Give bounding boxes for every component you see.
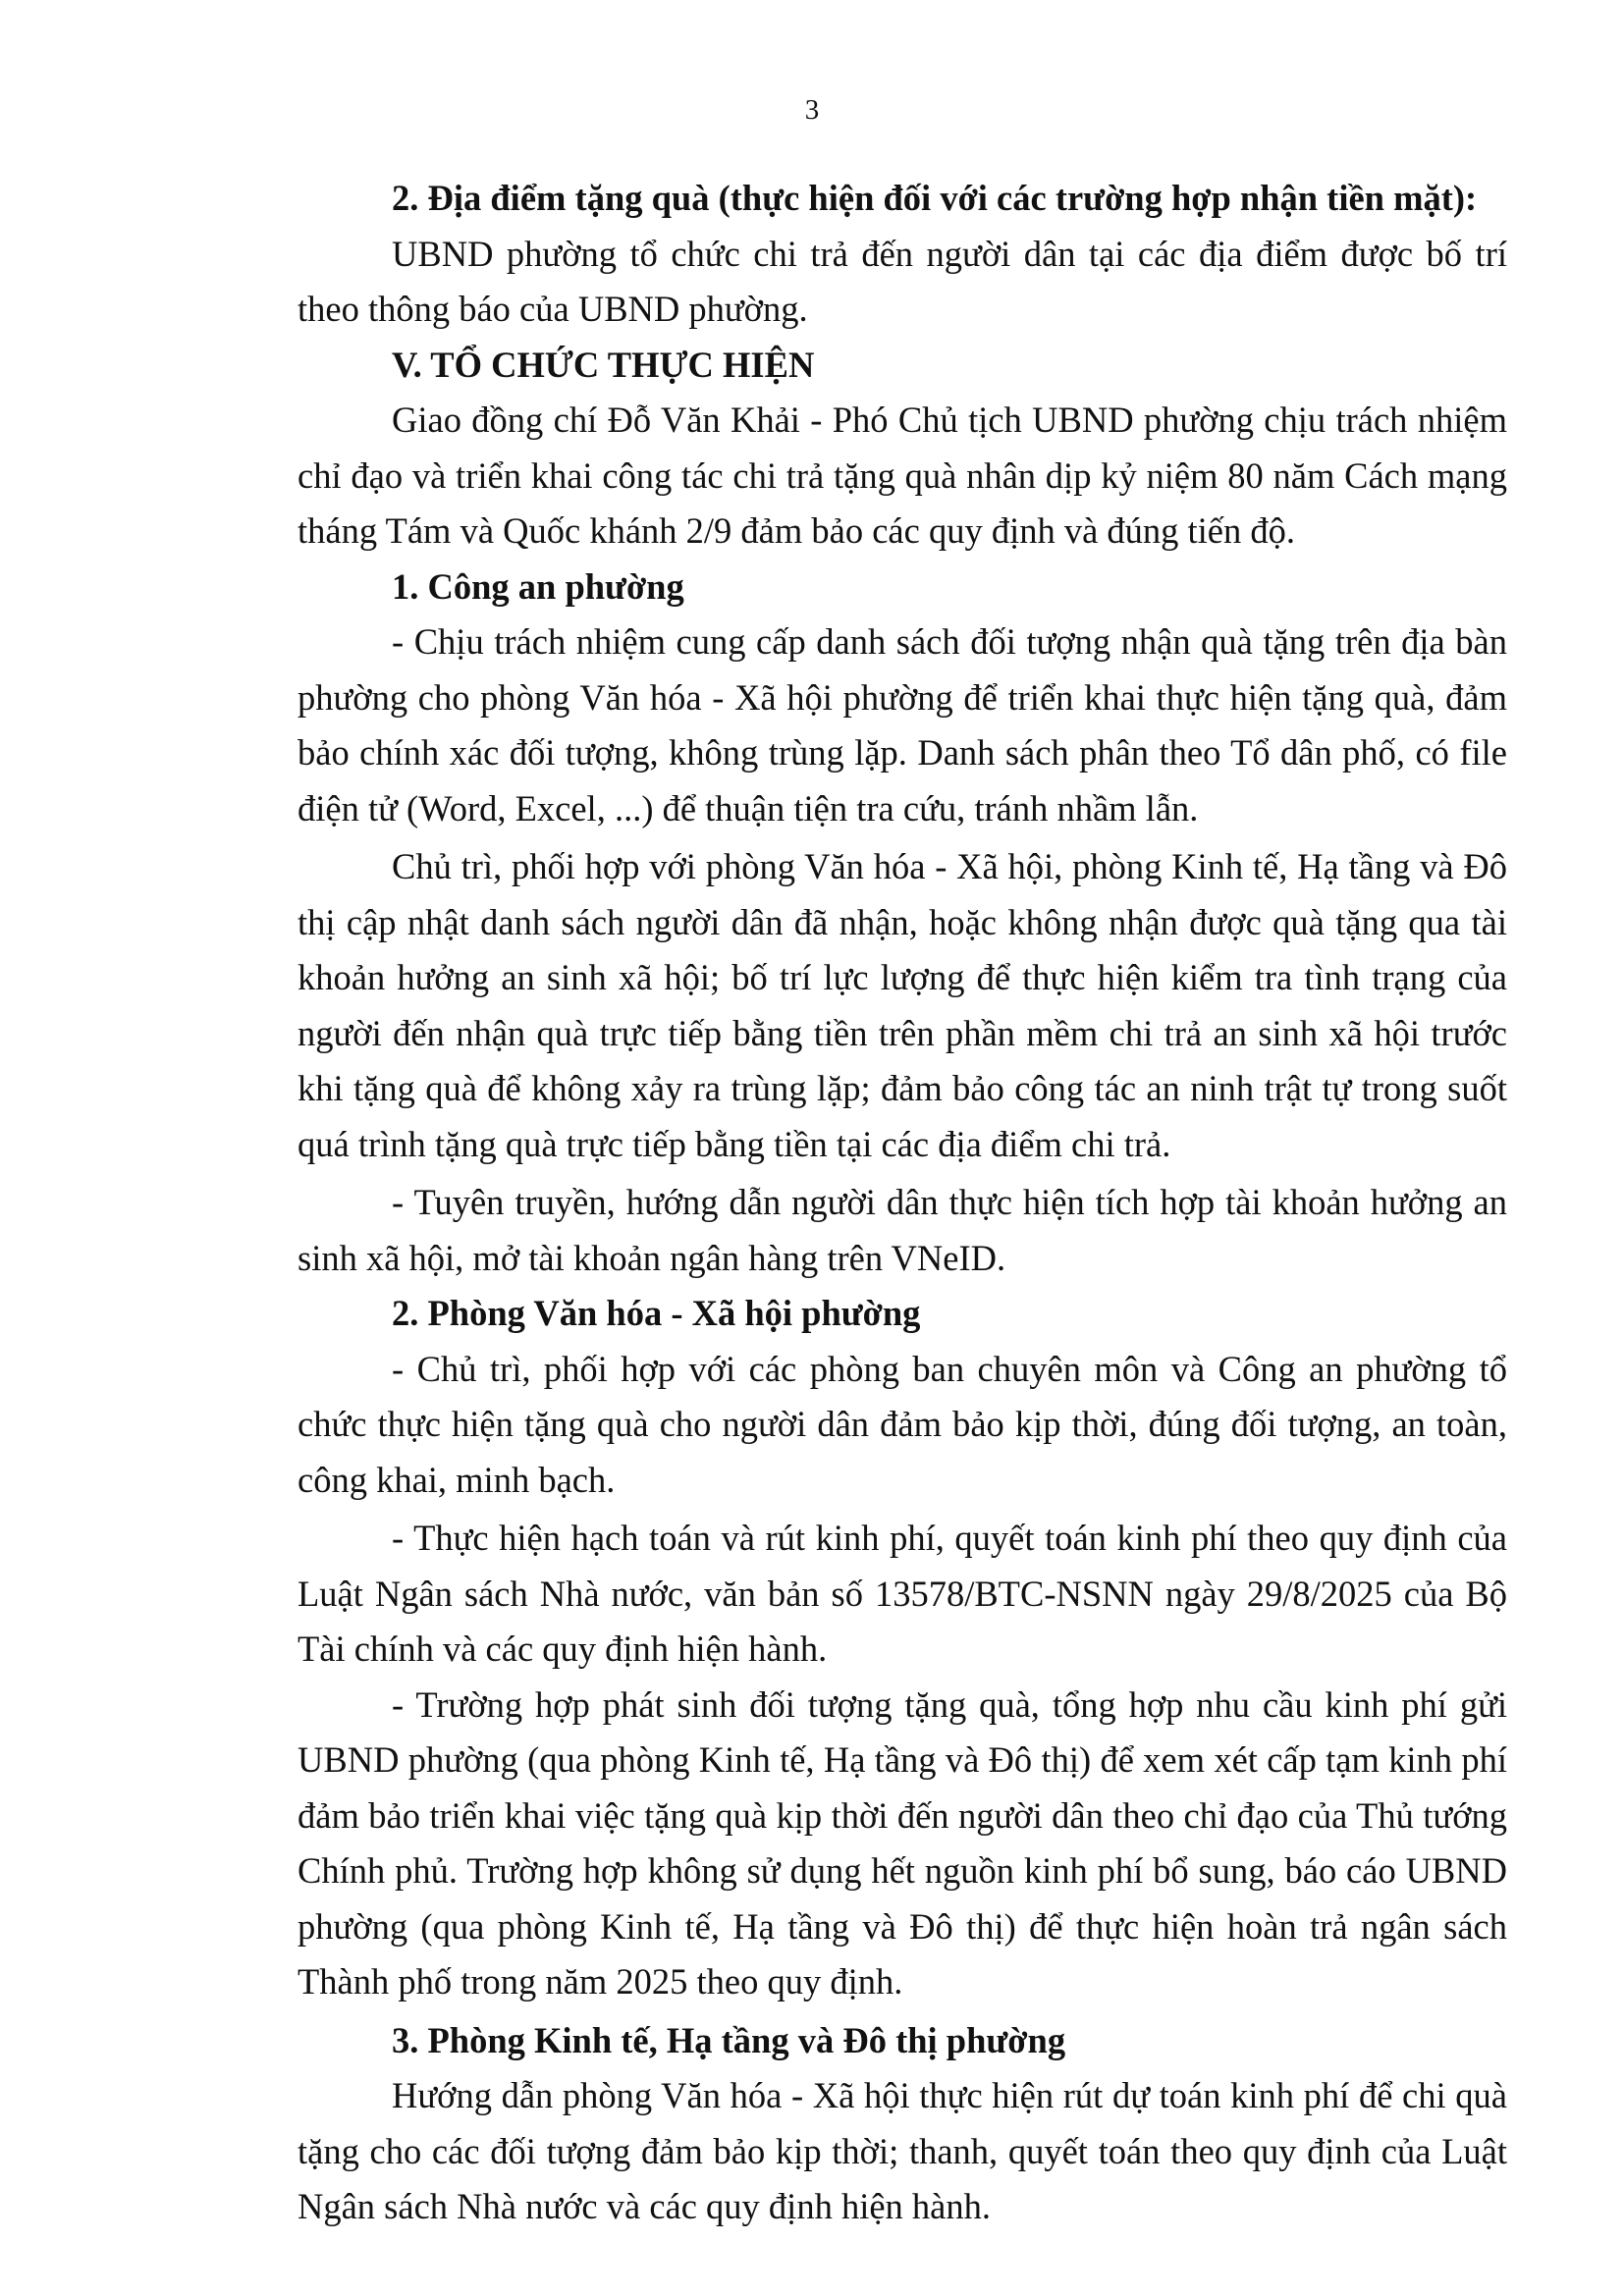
heading-police: 1. Công an phường xyxy=(392,565,684,607)
paragraph: - Tuyên truyền, hướng dẫn người dân thực hiện tích hợp tài khoản hưởng an sinh xã hội, mở tài khoản ngân hàng trên VNeID. xyxy=(298,1182,1507,1278)
paragraph: Hướng dẫn phòng Văn hóa - Xã hội thực hiện rút dự toán kinh phí để chi quà tặng cho các đối tượng đảm bảo kịp thời; thanh, quyết toán theo quy định của Luật Ngân sách Nhà nước và các quy định hiện hành. xyxy=(298,2075,1507,2226)
heading-gift-location: 2. Địa điểm tặng quà (thực hiện đối với các trường hợp nhận tiền mặt): xyxy=(392,178,1478,218)
paragraph: Chủ trì, phối hợp với phòng Văn hóa - Xã hội, phòng Kinh tế, Hạ tầng và Đô thị cập nhật danh sách người dân đã nhận, hoặc không nhận được quà tặng qua tài khoản hưởng an sinh xã hội; bố trí lực lượng để thực hiện kiểm tra tình trạng của người đến nhận quà trực tiếp bằng tiền trên phần mềm chi trả an sinh xã hội trước khi tặng quà để không xảy ra trùng lặp; đảm bảo công tác an ninh trật tự trong suốt quá trình tặng quà trực tiếp bằng tiền tại các địa điểm chi trả. xyxy=(298,846,1507,1164)
document-body xyxy=(298,171,1507,2235)
page-number: 3 xyxy=(804,94,820,126)
heading-culture-society: 2. Phòng Văn hóa - Xã hội phường xyxy=(392,1293,921,1333)
paragraph: Giao đồng chí Đỗ Văn Khải - Phó Chủ tịch UBND phường chịu trách nhiệm chỉ đạo và triển khai công tác chi trả tặng quà nhân dịp kỷ niệm 80 năm Cách mạng tháng Tám và Quốc khánh 2/9 đảm bảo các quy định và đúng tiến độ. xyxy=(298,400,1507,551)
paragraph: - Trường hợp phát sinh đối tượng tặng quà, tổng hợp nhu cầu kinh phí gửi UBND phường (qua phòng Kinh tế, Hạ tầng và Đô thị) để xem xét cấp tạm kinh phí đảm bảo triển khai việc tặng quà kịp thời đến người dân theo chỉ đạo của Thủ tướng Chính phủ. Trường hợp không sử dụng hết nguồn kinh phí bổ sung, báo cáo UBND phường (qua phòng Kinh tế, Hạ tầng và Đô thị) để thực hiện hoàn trả ngân sách Thành phố trong năm 2025 theo quy định. xyxy=(298,1683,1507,2002)
heading-implementation: V. TỔ CHỨC THỰC HIỆN xyxy=(392,344,815,385)
heading-economy-infrastructure: 3. Phòng Kinh tế, Hạ tầng và Đô thị phường xyxy=(392,2019,1066,2060)
paragraph: - Chịu trách nhiệm cung cấp danh sách đối tượng nhận quà tặng trên địa bàn phường cho phòng Văn hóa - Xã hội phường để triển khai thực hiện tặng quà, đảm bảo chính xác đối tượng, không trùng lặp. Danh sách phân theo Tổ dân phố, có file điện tử (Word, Excel, ...) để thuận tiện tra cứu, tránh nhầm lẫn. xyxy=(298,621,1507,828)
paragraph: - Thực hiện hạch toán và rút kinh phí, quyết toán kinh phí theo quy định của Luật Ngân sách Nhà nước, văn bản số 13578/BTC-NSNN ngày 29/8/2025 của Bộ Tài chính và các quy định hiện hành. xyxy=(298,1518,1507,1669)
paragraph: UBND phường tổ chức chi trả đến người dân tại các địa điểm được bố trí theo thông báo của UBND phường. xyxy=(298,233,1507,329)
paragraph: - Chủ trì, phối hợp với các phòng ban chuyên môn và Công an phường tổ chức thực hiện tặng quà cho người dân đảm bảo kịp thời, đúng đối tượng, an toàn, công khai, minh bạch. xyxy=(298,1348,1507,1500)
